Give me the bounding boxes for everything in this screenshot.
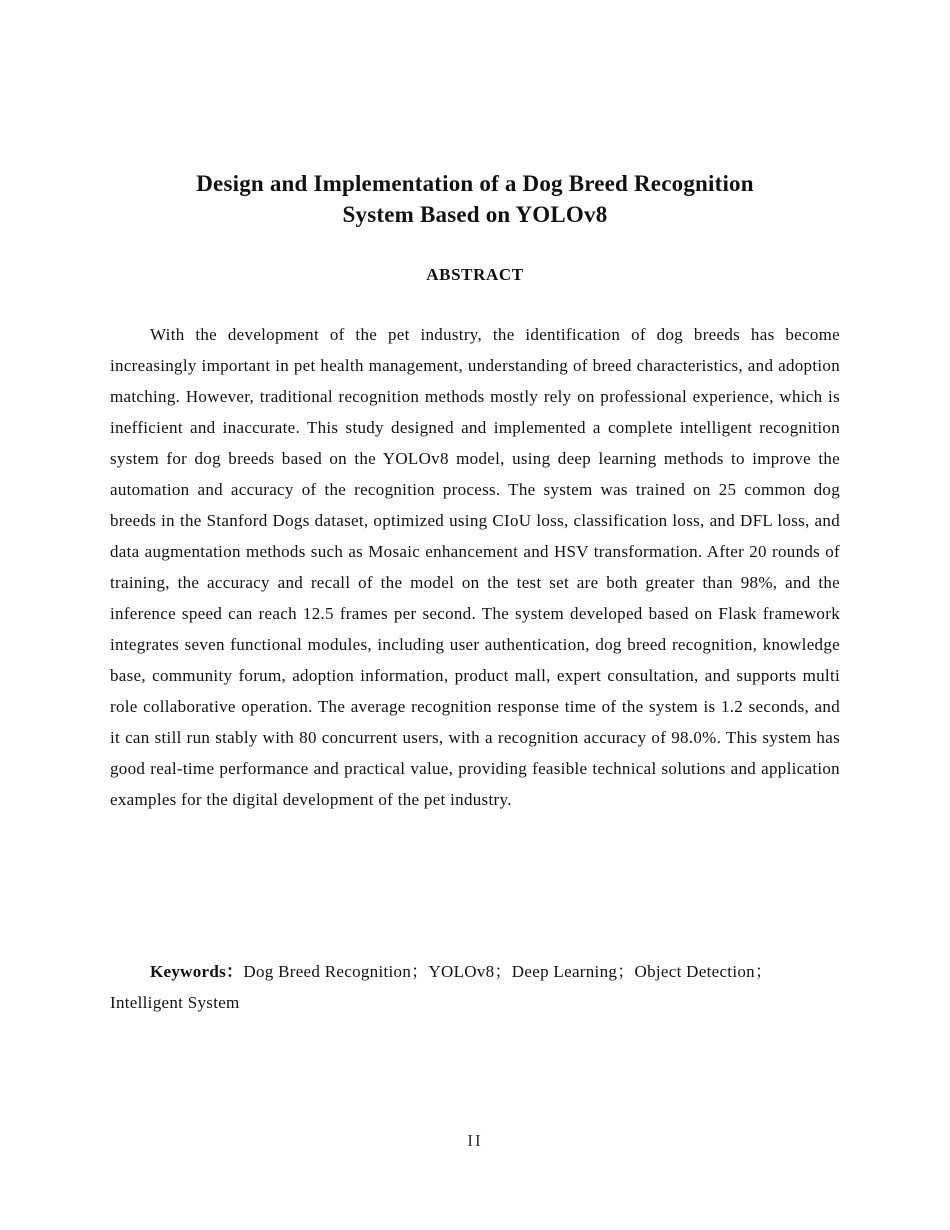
keyword-item: Object Detection xyxy=(634,962,755,981)
keyword-separator xyxy=(494,962,511,981)
keyword-item: Intelligent System xyxy=(110,993,240,1012)
keyword-item: YOLOv8 xyxy=(428,962,495,981)
keywords-section xyxy=(110,956,840,1018)
keyword-item: Dog Breed Recognition xyxy=(243,962,412,981)
abstract-body: With the development of the pet industry, the identification of dog breeds has become increasingly important in pet health management, understanding of breed characteristics, and adoption matching. However, traditional recognition methods mostly rely on professional experience, which is inefficient and inaccurate. This study designed and implemented a complete intelligent recognition system for dog breeds based on the YOLOv8 model, using deep learning methods to improve the automation and accuracy of the recognition process. The system was trained on 25 common dog breeds in the Stanford Dogs dataset, optimized using CIoU loss, classification loss, and DFL loss, and data augmentation methods such as Mosaic enhancement and HSV transformation. After 20 rounds of training, the accuracy and recall of the model on the test set are both greater than 98%, and the inference speed can reach 12.5 frames per second. The system developed based on Flask framework integrates seven functional modules, including user authentication, dog breed recognition, knowledge base, community forum, adoption information, product mall, expert consultation, and supports multi role collaborative operation. The average recognition response time of the system is 1.2 seconds, and it can still run stably with 80 concurrent users, with a recognition accuracy of 98.0%. This system has good real-time performance and practical value, providing feasible technical solutions and application examples for the digital development of the pet industry. xyxy=(110,325,840,809)
keyword-item: Deep Learning xyxy=(511,962,618,981)
title-line-2: System Based on YOLOv8 xyxy=(342,202,608,227)
keywords-label: Keywords： xyxy=(150,962,244,981)
keyword-separator xyxy=(617,962,634,981)
keyword-separator xyxy=(411,962,428,981)
abstract-heading: ABSTRACT xyxy=(426,265,524,284)
paper-title xyxy=(110,168,840,230)
page-number: II xyxy=(467,1131,483,1150)
keyword-separator xyxy=(755,962,772,981)
title-line-1: Design and Implementation of a Dog Breed Recognition xyxy=(196,171,754,196)
